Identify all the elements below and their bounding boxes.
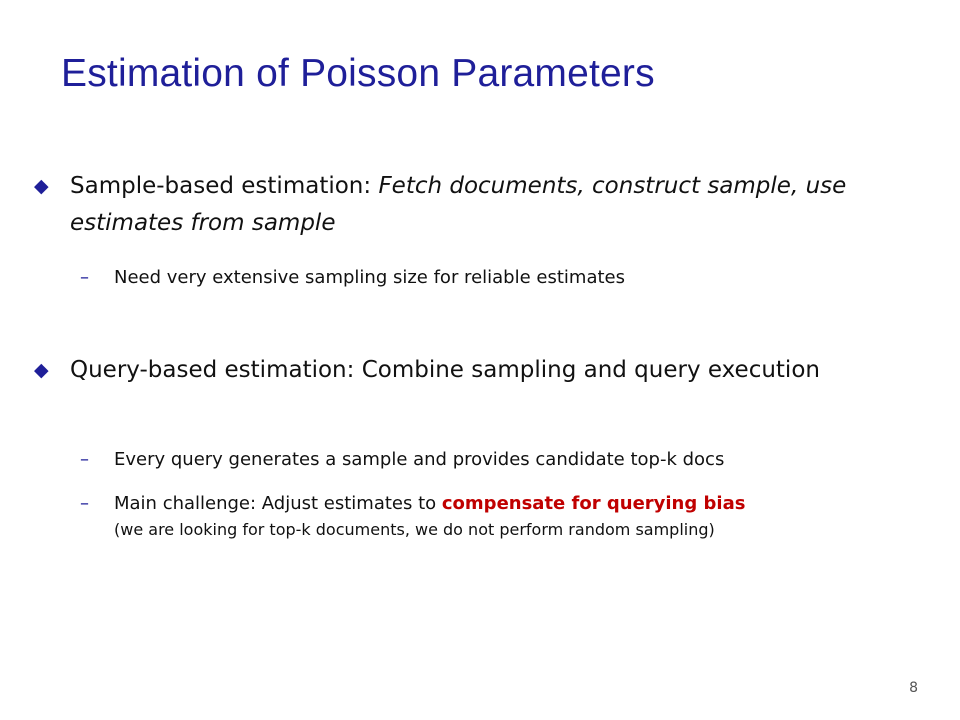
dash-bullet-icon: – bbox=[80, 493, 89, 514]
bullet-text bbox=[70, 168, 914, 242]
bullet-prefix: Sample-based estimation: bbox=[70, 173, 379, 199]
bullet-query-based bbox=[34, 352, 914, 389]
bullet-sample-based bbox=[34, 168, 914, 242]
sub-bullet-text bbox=[114, 490, 920, 542]
diamond-bullet-icon: ◆ bbox=[34, 359, 49, 381]
sub-bullet bbox=[80, 446, 920, 474]
highlighted-phrase: compensate for querying bias bbox=[441, 493, 746, 514]
sub-bullet bbox=[80, 490, 920, 542]
page-number: 8 bbox=[909, 680, 918, 696]
sub-bullet-text: Need very extensive sampling size for reliable estimates bbox=[114, 267, 625, 288]
diamond-bullet-icon: ◆ bbox=[34, 175, 49, 197]
sub-bullet-lead: Main challenge: Adjust estimates to bbox=[114, 493, 442, 514]
sub-bullet-text: Every query generates a sample and provides candidate top-k docs bbox=[114, 449, 725, 470]
bullet-emphasis: Fetch documents, construct sample, use estimates from sample bbox=[70, 173, 847, 236]
sub-bullet bbox=[80, 264, 920, 292]
slide-title: Estimation of Poisson Parameters bbox=[61, 52, 655, 95]
bullet-text: Query-based estimation: Combine sampling and query execution bbox=[70, 357, 820, 383]
dash-bullet-icon: – bbox=[80, 267, 89, 288]
dash-bullet-icon: – bbox=[80, 449, 89, 470]
parenthetical-note: (we are looking for top-k documents, we do not perform random sampling) bbox=[114, 520, 715, 539]
